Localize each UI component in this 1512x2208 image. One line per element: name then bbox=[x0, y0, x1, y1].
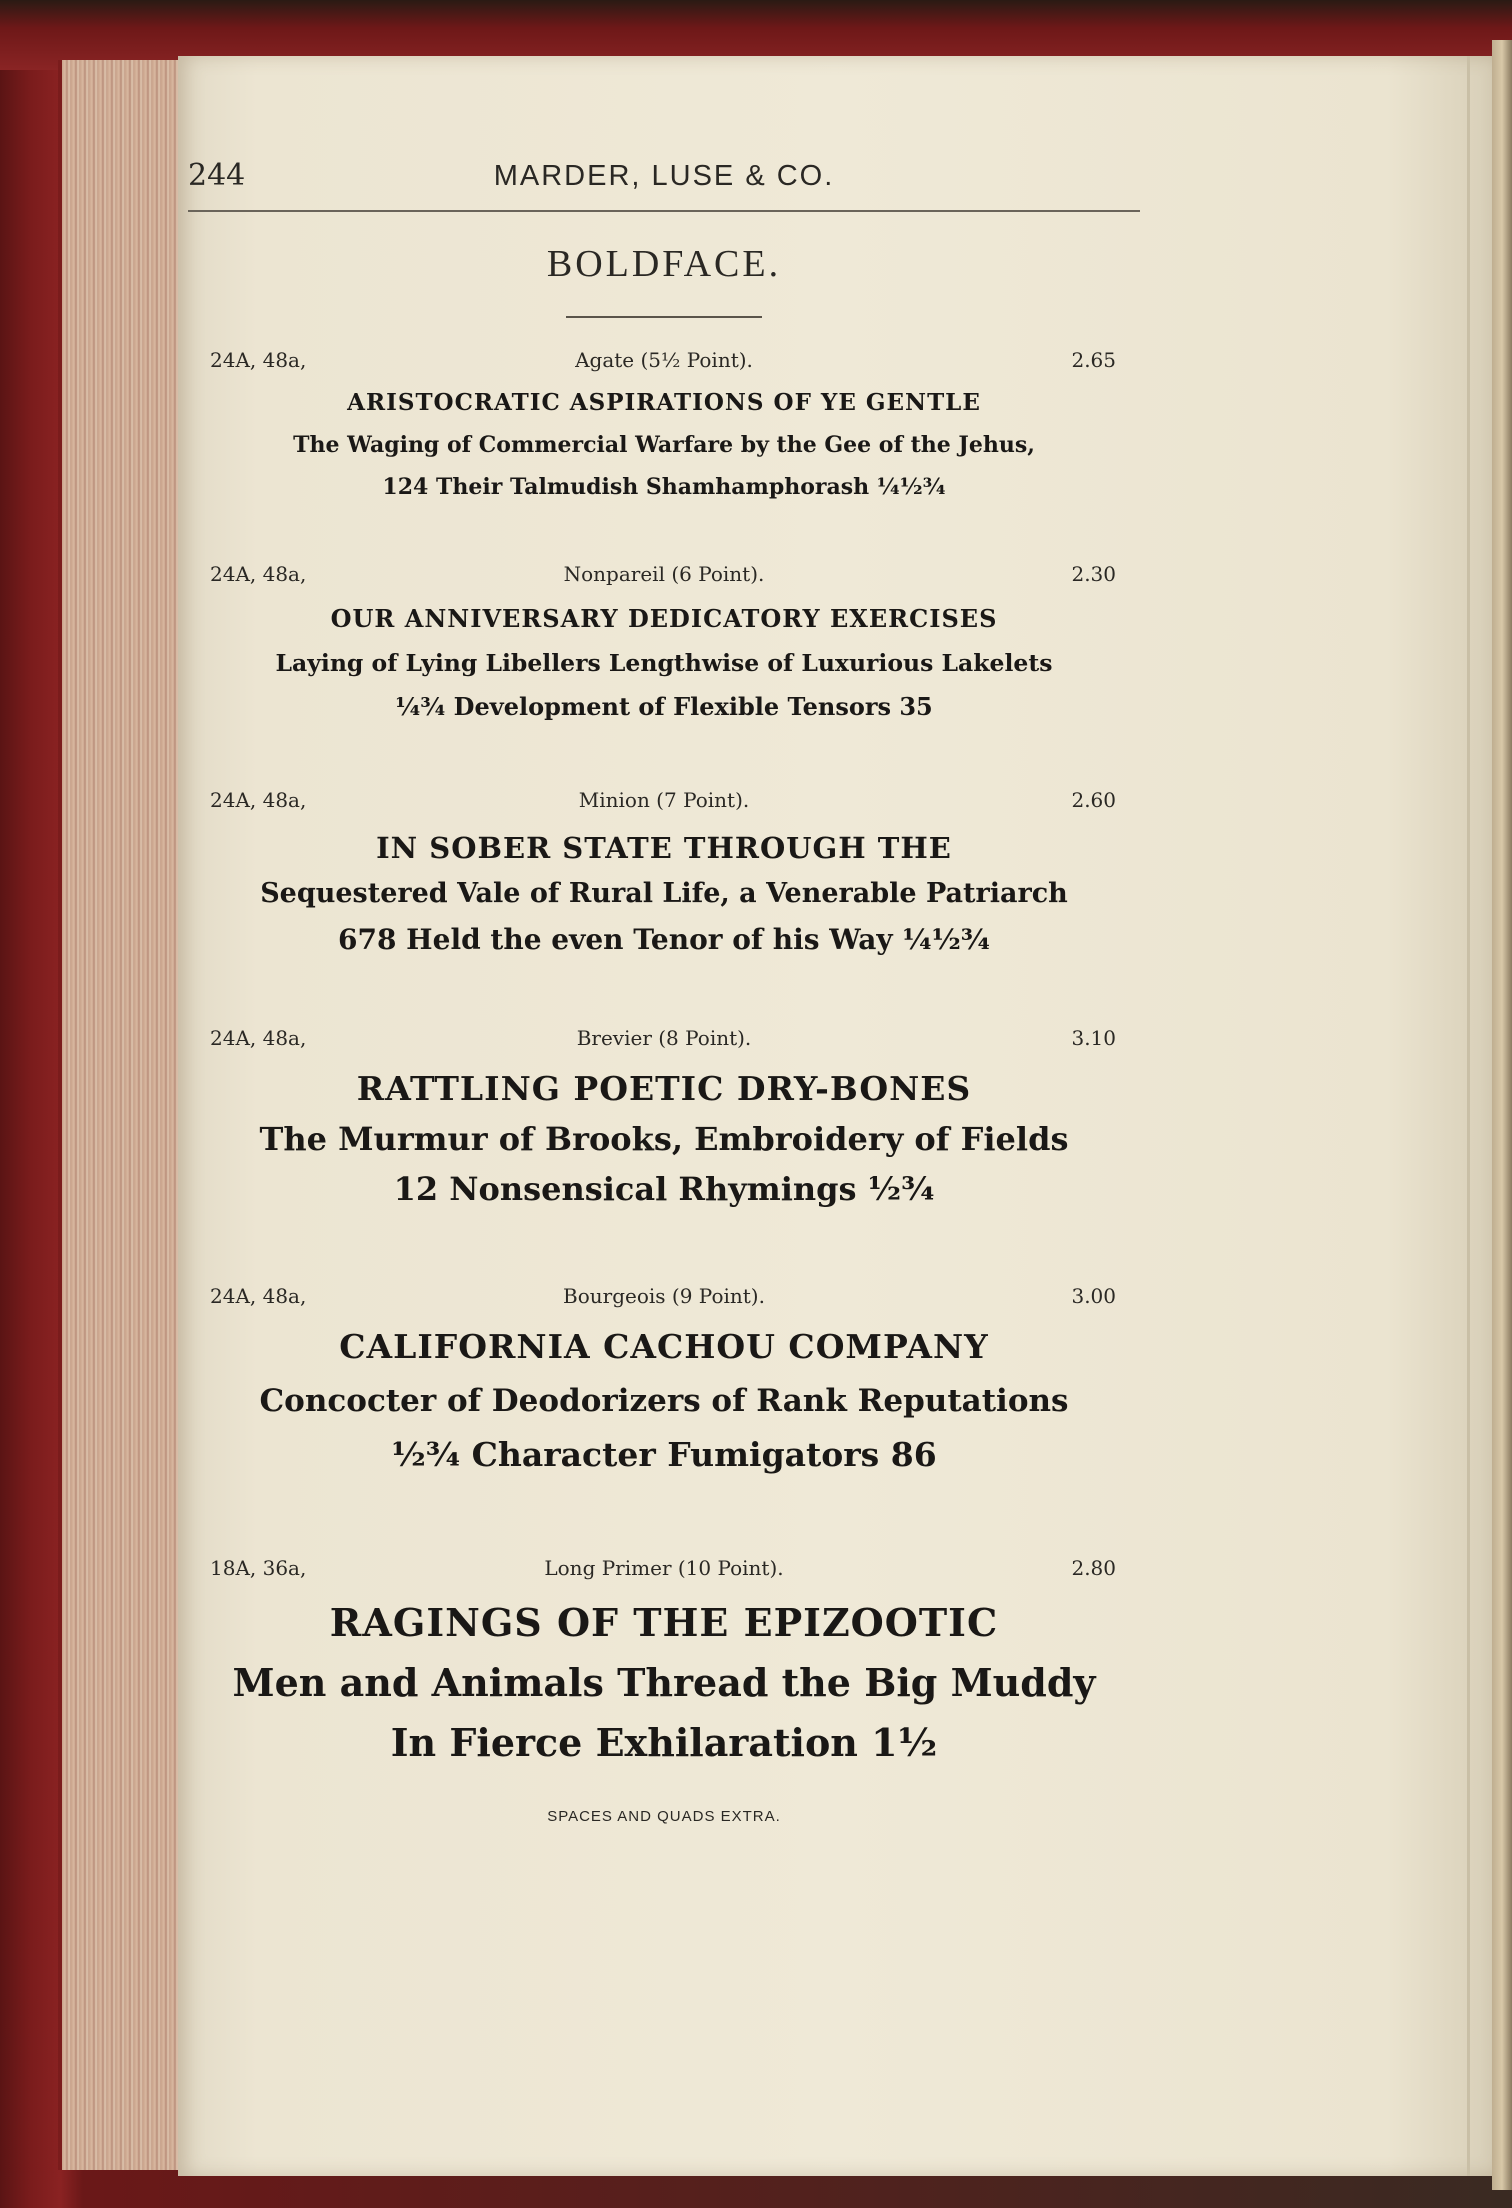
page-edges bbox=[58, 60, 182, 2170]
specimen-quantity: 24A, 48a, bbox=[210, 788, 307, 812]
specimen-size: Long Primer (10 Point). bbox=[544, 1556, 784, 1580]
specimen-quantity: 24A, 48a, bbox=[210, 348, 307, 372]
specimen-line: Sequestered Vale of Rural Life, a Venerable Patriarch bbox=[260, 878, 1068, 909]
specimen-size: Agate (5½ Point). bbox=[575, 348, 753, 372]
specimen-price: 3.10 bbox=[1071, 1026, 1116, 1050]
specimen-header bbox=[188, 1284, 1140, 1314]
specimen-line: OUR ANNIVERSARY DEDICATORY EXERCISES bbox=[330, 604, 998, 633]
specimen-line: The Waging of Commercial Warfare by the Gee of the Jehus, bbox=[293, 432, 1035, 458]
specimen-header bbox=[188, 788, 1140, 818]
specimen-line: ¼¾ Development of Flexible Tensors 35 bbox=[395, 692, 933, 721]
page-content bbox=[188, 150, 1140, 1825]
specimen-line: The Murmur of Brooks, Embroidery of Fields bbox=[259, 1120, 1069, 1158]
specimen-line: RATTLING POETIC DRY-BONES bbox=[356, 1069, 972, 1108]
specimen-line: 678 Held the even Tenor of his Way ¼½¾ bbox=[337, 923, 990, 956]
specimen-line: RAGINGS OF THE EPIZOOTIC bbox=[329, 1600, 999, 1645]
page-header bbox=[188, 150, 1140, 212]
specimen-size: Brevier (8 Point). bbox=[576, 1026, 752, 1050]
footer-note: SPACES AND QUADS EXTRA. bbox=[547, 1808, 781, 1825]
specimen-line: 124 Their Talmudish Shamhamphorash ¼½¾ bbox=[382, 474, 946, 500]
specimen-line: ARISTOCRATIC ASPIRATIONS OF YE GENTLE bbox=[347, 389, 981, 416]
specimen-bourgeois bbox=[188, 1284, 1140, 1480]
specimen-line: 12 Nonsensical Rhymings ½¾ bbox=[393, 1170, 935, 1208]
specimen-quantity: 24A, 48a, bbox=[210, 1026, 307, 1050]
specimen-quantity: 24A, 48a, bbox=[210, 1284, 307, 1308]
specimen-price: 2.60 bbox=[1071, 788, 1116, 812]
specimen-price: 2.65 bbox=[1071, 348, 1116, 372]
specimen-header bbox=[188, 562, 1140, 592]
specimen-line: In Fierce Exhilaration 1½ bbox=[390, 1720, 938, 1765]
specimen-size: Minion (7 Point). bbox=[578, 788, 750, 812]
specimen-line: ½¾ Character Fumigators 86 bbox=[391, 1435, 937, 1474]
specimen-size: Bourgeois (9 Point). bbox=[563, 1284, 765, 1308]
specimen-line: CALIFORNIA CACHOU COMPANY bbox=[339, 1327, 989, 1366]
running-head: MARDER, LUSE & CO. bbox=[493, 160, 835, 192]
specimen-header bbox=[188, 348, 1140, 378]
specimen-long-primer bbox=[188, 1556, 1140, 1772]
specimen-price: 3.00 bbox=[1071, 1284, 1116, 1308]
specimen-brevier bbox=[188, 1026, 1140, 1212]
specimen-quantity: 18A, 36a, bbox=[210, 1556, 307, 1580]
specimen-price: 2.80 bbox=[1071, 1556, 1116, 1580]
specimen-size: Nonpareil (6 Point). bbox=[563, 562, 765, 586]
specimen-header bbox=[188, 1556, 1140, 1586]
specimen-quantity: 24A, 48a, bbox=[210, 562, 307, 586]
specimen-price: 2.30 bbox=[1071, 562, 1116, 586]
specimen-line: Men and Animals Thread the Big Muddy bbox=[232, 1660, 1096, 1705]
page-number: 244 bbox=[188, 158, 246, 193]
specimen-nonpareil bbox=[188, 562, 1140, 724]
specimen-line: Concocter of Deodorizers of Rank Reputations bbox=[259, 1383, 1069, 1419]
title-rule bbox=[566, 316, 762, 318]
gutter-line bbox=[1467, 56, 1470, 2176]
specimen-agate bbox=[188, 348, 1140, 502]
specimen-line: Laying of Lying Libellers Lengthwise of Luxurious Lakelets bbox=[275, 649, 1053, 677]
specimen-line: IN SOBER STATE THROUGH THE bbox=[376, 831, 952, 865]
specimen-minion bbox=[188, 788, 1140, 960]
specimen-header bbox=[188, 1026, 1140, 1056]
cover-right-edge bbox=[1492, 40, 1512, 2190]
section-title: BOLDFACE. bbox=[546, 243, 782, 285]
